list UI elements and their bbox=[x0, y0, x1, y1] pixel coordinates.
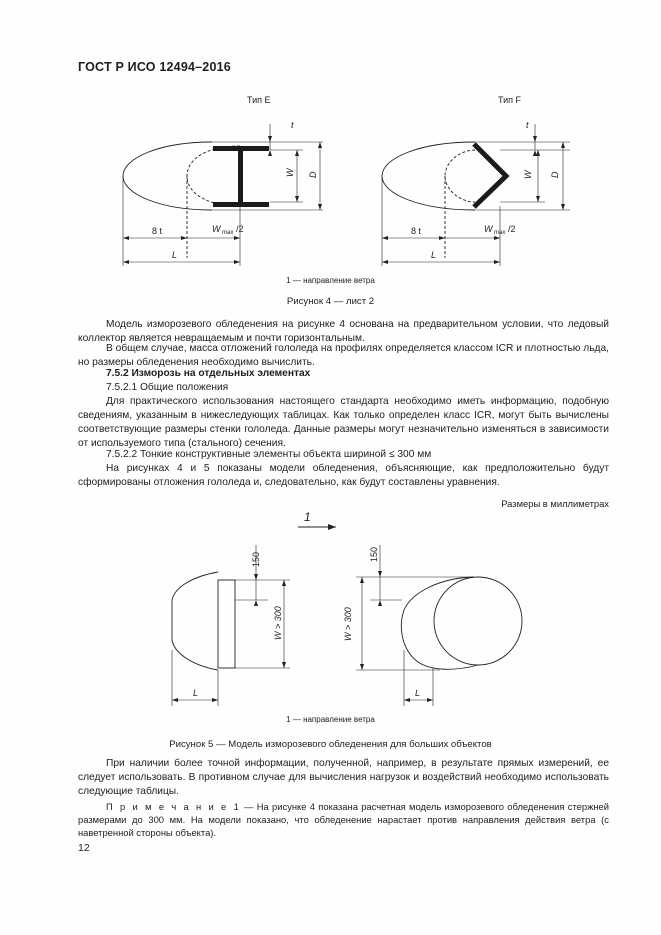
note-label: П р и м е ч а н и е 1 bbox=[106, 801, 241, 812]
ice-profile-e bbox=[123, 142, 212, 210]
heading-7-5-2-2: 7.5.2.2 Тонкие конструктивные элементы объекта шириной ≤ 300 мм bbox=[106, 449, 432, 460]
angle-section bbox=[474, 144, 506, 207]
svg-text:t: t bbox=[291, 120, 294, 130]
heading-7-5-2: 7.5.2 Изморозь на отдельных элементах bbox=[106, 368, 311, 379]
svg-text:L: L bbox=[193, 688, 199, 698]
panel-e-title: Тип E bbox=[247, 95, 271, 105]
document-header: ГОСТ Р ИСО 12494–2016 bbox=[78, 60, 231, 74]
figure-5-legend: 1 — направление ветра bbox=[286, 715, 375, 724]
rectangular-object bbox=[218, 580, 235, 668]
svg-text:W: W bbox=[523, 170, 533, 179]
svg-text:150: 150 bbox=[369, 546, 379, 562]
paragraph-1: Модель изморозевого обледенения на рисунке 4 основана на предварительном условии, что ледовый коллектор является невращаемым и почти горизонтальным. bbox=[78, 319, 609, 344]
h-beam-section bbox=[213, 146, 269, 207]
svg-text:W: W bbox=[484, 224, 493, 234]
svg-text:L: L bbox=[415, 688, 421, 698]
svg-text:D: D bbox=[308, 171, 318, 178]
note-1 bbox=[78, 800, 609, 839]
svg-text:W > 300: W > 300 bbox=[273, 606, 283, 640]
svg-text:max: max bbox=[494, 230, 506, 236]
svg-text:D: D bbox=[550, 171, 560, 178]
svg-text:L: L bbox=[172, 250, 178, 260]
page-number: 12 bbox=[78, 842, 90, 854]
round-object bbox=[434, 577, 522, 665]
heading-7-5-2-1: 7.5.2.1 Общие положения bbox=[106, 382, 229, 393]
svg-text:8 t: 8 t bbox=[152, 226, 163, 236]
ice-inner-dashed-f bbox=[445, 150, 475, 202]
figure-4-legend: 1 — направление ветра bbox=[286, 276, 375, 285]
ice-profile-f bbox=[382, 142, 475, 210]
paragraph-4: На рисунках 4 и 5 показаны модели обледенения, объясняющие, как предположительно будут сформированы отложения гололеда и, следовательно, как будут составлены уравнения. bbox=[78, 463, 609, 488]
figure-4 bbox=[0, 0, 661, 300]
wind-direction-number: 1 bbox=[304, 510, 311, 524]
svg-text:W: W bbox=[285, 168, 295, 177]
sizes-note: Размеры в миллиметрах bbox=[501, 498, 609, 509]
panel-f-title: Тип F bbox=[498, 95, 522, 105]
svg-text:L: L bbox=[431, 250, 437, 260]
paragraph-3: Для практического использования настоящего стандарта необходимо иметь информацию, подобную сведениям, указанным в нижеследующих таблицах. Как только определен класс ICR, могут быть вычислены соответствующие размеры стенки гололеда. Данные размеры могут незначительно изменяться в зависимости от используемого типа (стального) сечения. bbox=[78, 396, 609, 449]
svg-text:t: t bbox=[526, 120, 529, 130]
ice-inner-dashed-e bbox=[187, 146, 240, 206]
paragraph-5: При наличии более точной информации, полученной, например, в результате прямых измерений, ее следует использовать. В противном случае для вычисления нагрузок и воздействий необходимо использовать следующие таблицы. bbox=[78, 758, 609, 797]
ice-profile-large-left bbox=[172, 572, 218, 670]
svg-text:8 t: 8 t bbox=[411, 226, 422, 236]
figure-4-caption: Рисунок 4 — лист 2 bbox=[286, 296, 375, 307]
svg-text:/2: /2 bbox=[236, 224, 244, 234]
ice-profile-large-right bbox=[401, 577, 478, 669]
paragraph-2: В общем случае, масса отложений гололеда на профилях определяется классом ICR и плотностью льда, но размеры обледенения необходимо вычислить. bbox=[78, 343, 609, 368]
svg-text:W: W bbox=[212, 224, 221, 234]
svg-text:150: 150 bbox=[251, 551, 261, 567]
svg-text:max: max bbox=[222, 230, 234, 236]
figure-5-caption: Рисунок 5 — Модель изморозевого обледенения для больших объектов bbox=[169, 739, 492, 750]
note-body: — На рисунке 4 показана расчетная модель изморозевого обледенения стержней размерами до 300 мм. На модели показано, что обледенение нарастает против направления действия ветра (с наветренной стороны объекта). bbox=[78, 801, 609, 838]
svg-text:/2: /2 bbox=[508, 224, 516, 234]
figure-5 bbox=[0, 500, 661, 720]
svg-text:W > 300: W > 300 bbox=[343, 607, 353, 641]
